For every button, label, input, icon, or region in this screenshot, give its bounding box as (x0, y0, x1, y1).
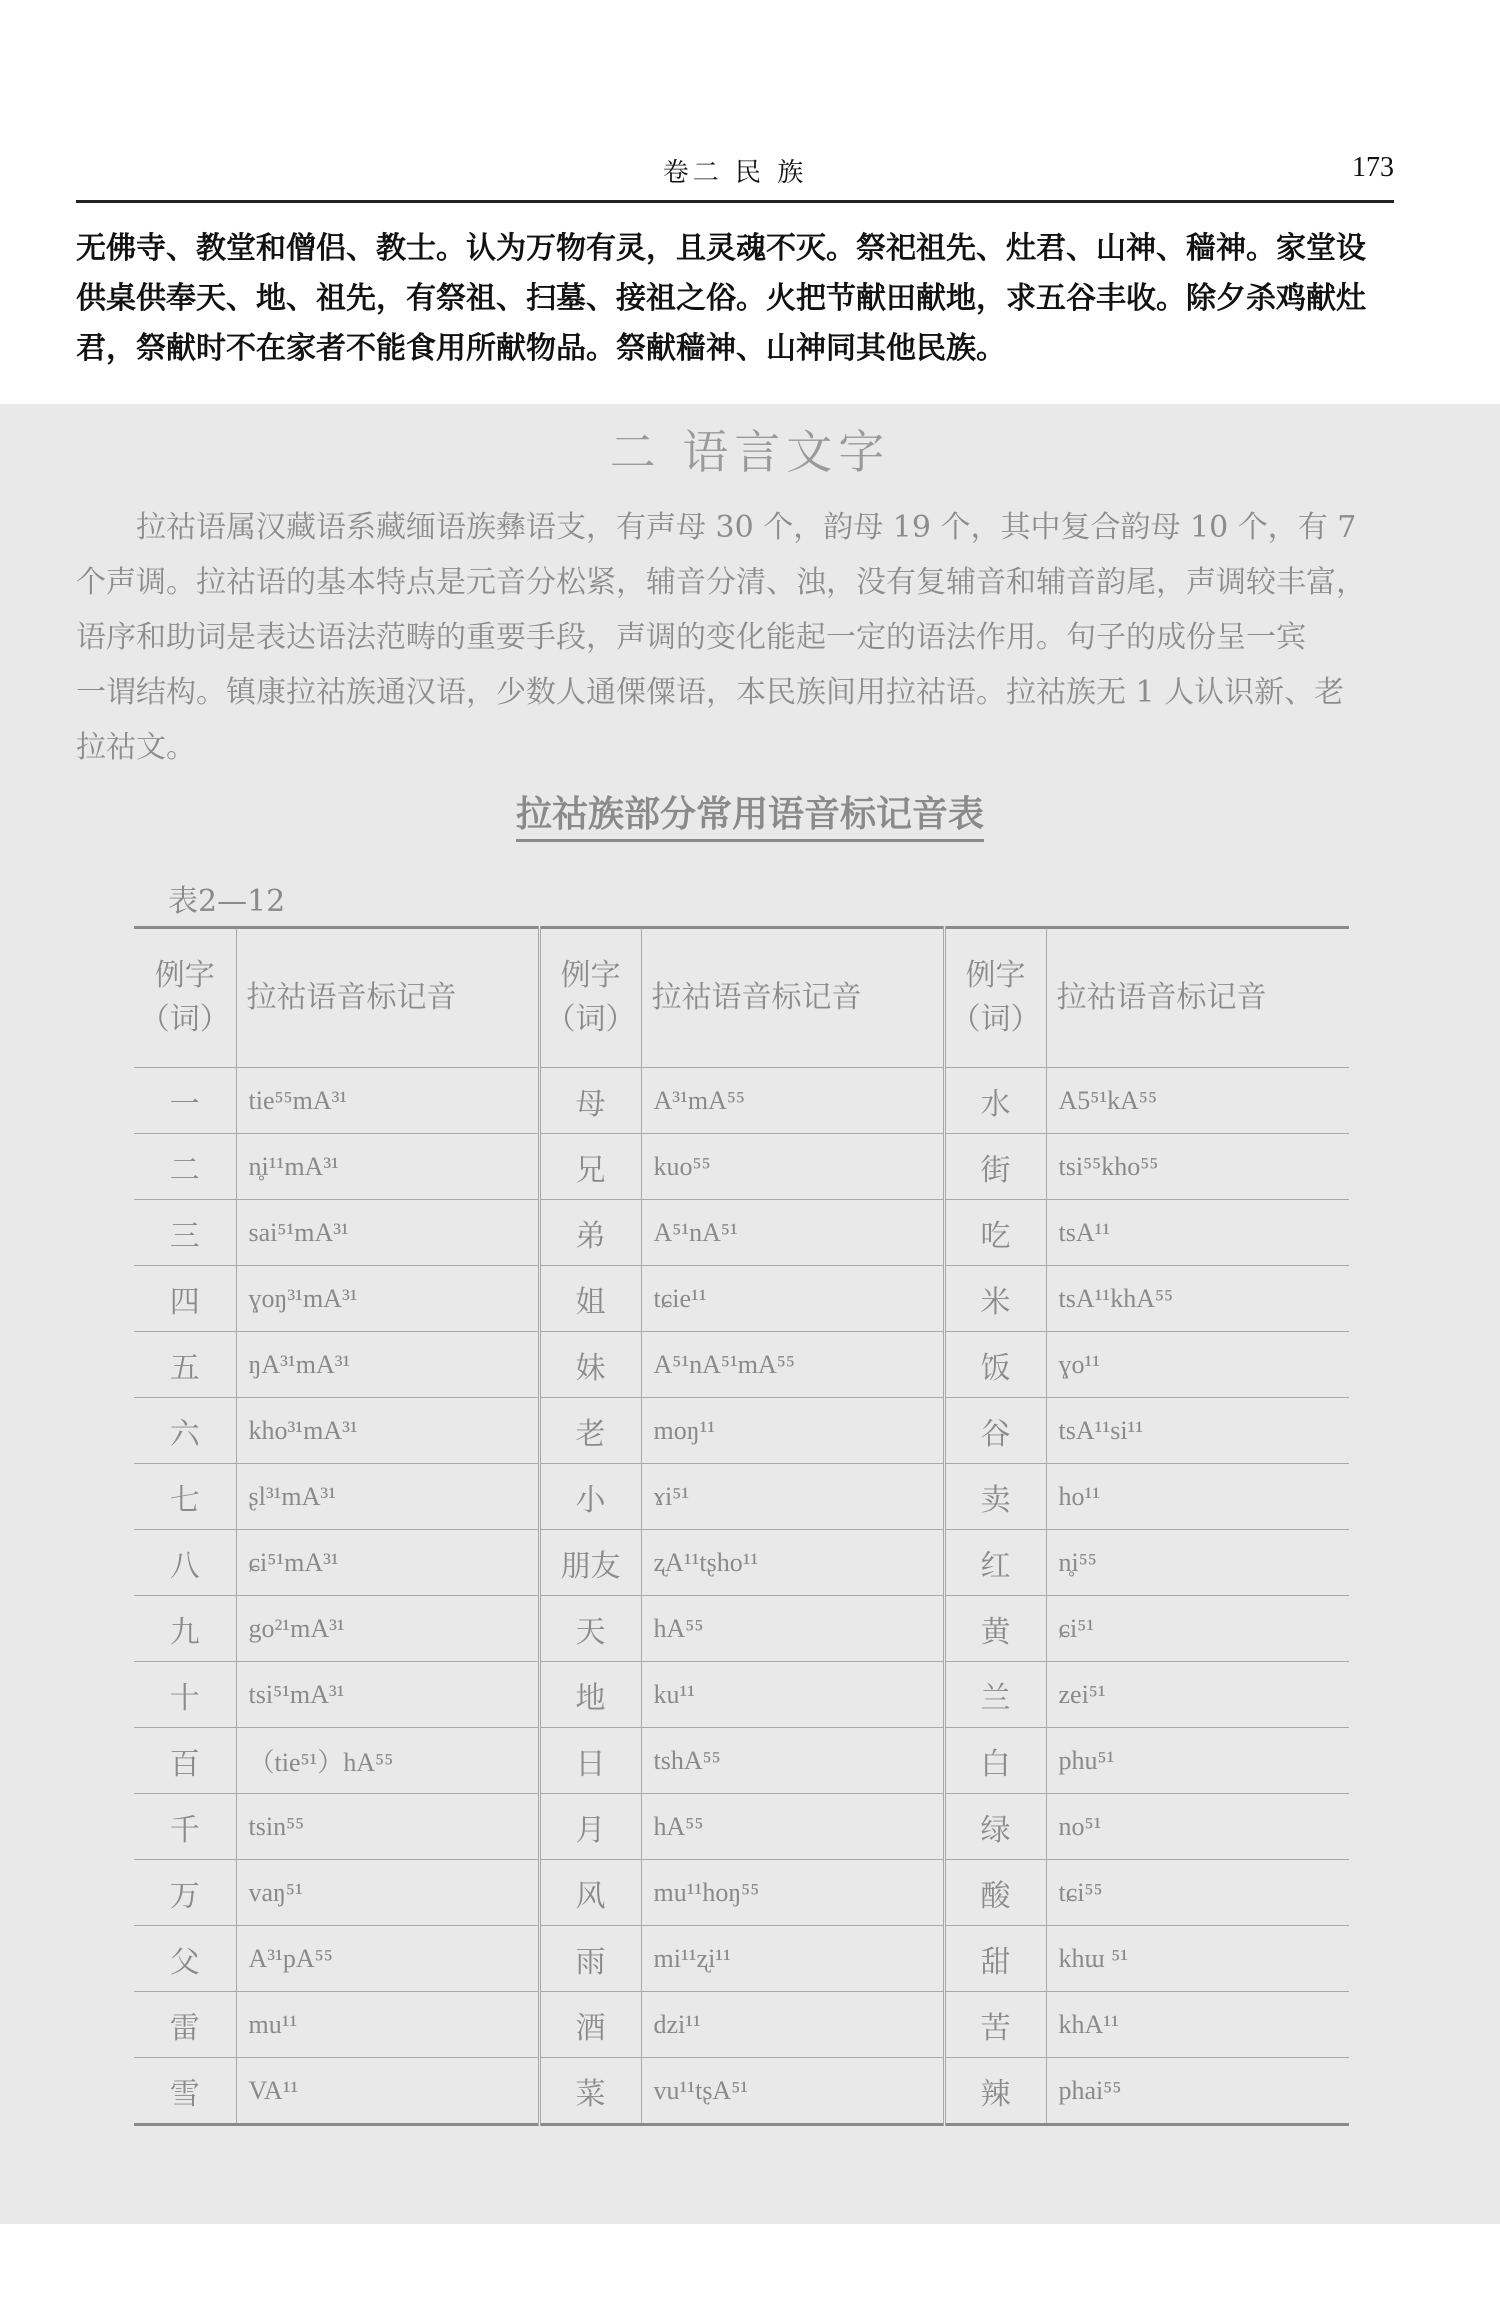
phonetic-cell: khA¹¹ (1046, 1992, 1349, 2058)
table-row (134, 1134, 1349, 1200)
word-cell: 酸 (944, 1860, 1046, 1926)
word-cell: 千 (134, 1794, 236, 1860)
phonetic-cell: kho³¹mA³¹ (236, 1398, 539, 1464)
word-cell: 姐 (539, 1266, 641, 1332)
table-row (134, 1464, 1349, 1530)
word-cell: 五 (134, 1332, 236, 1398)
word-cell: 九 (134, 1596, 236, 1662)
table-number: 表2—12 (168, 884, 286, 919)
phonetic-cell: vu¹¹tʂA⁵¹ (641, 2058, 944, 2125)
word-cell: 妹 (539, 1332, 641, 1398)
phonetic-cell: ɣoŋ³¹mA³¹ (236, 1266, 539, 1332)
word-cell: 朋友 (539, 1530, 641, 1596)
table-row (134, 1332, 1349, 1398)
phonetic-cell: ʂl³¹mA³¹ (236, 1464, 539, 1530)
running-header (76, 148, 1394, 203)
phonetic-cell: ku¹¹ (641, 1662, 944, 1728)
phonetic-cell: phai⁵⁵ (1046, 2058, 1349, 2125)
word-cell: 父 (134, 1926, 236, 1992)
paragraph-line: 拉祜语属汉藏语系藏缅语族彝语支，有声母 30 个，韵母 19 个，其中复合韵母 10 个，有 7 (136, 510, 1357, 545)
word-cell: 卖 (944, 1464, 1046, 1530)
word-cell: 地 (539, 1662, 641, 1728)
word-cell: 水 (944, 1068, 1046, 1134)
phonetic-cell: mu¹¹ (236, 1992, 539, 2058)
word-cell: 甜 (944, 1926, 1046, 1992)
header-phonetic: 拉祜语音标记音 (1046, 928, 1349, 1068)
phonetic-cell: tsA¹¹ (1046, 1200, 1349, 1266)
word-cell: 天 (539, 1596, 641, 1662)
phonetic-cell: vaŋ⁵¹ (236, 1860, 539, 1926)
word-cell: 红 (944, 1530, 1046, 1596)
word-cell: 三 (134, 1200, 236, 1266)
phonetic-cell: phu⁵¹ (1046, 1728, 1349, 1794)
table-row (134, 1926, 1349, 1992)
word-cell: 二 (134, 1134, 236, 1200)
word-cell: 八 (134, 1530, 236, 1596)
word-cell: 日 (539, 1728, 641, 1794)
phonetic-table (134, 926, 1349, 2126)
paragraph-line: 拉祜文。 (76, 730, 196, 765)
phonetic-cell: ho¹¹ (1046, 1464, 1349, 1530)
phonetic-cell: ɤi⁵¹ (641, 1464, 944, 1530)
phonetic-cell: hA⁵⁵ (641, 1596, 944, 1662)
word-cell: 兄 (539, 1134, 641, 1200)
paragraph-line: 一谓结构。镇康拉祜族通汉语，少数人通傈僳语，本民族间用拉祜语。拉祜族无 1 人认识新、老 (76, 675, 1345, 710)
paragraph-line: 语序和助词是表达语法范畴的重要手段，声调的变化能起一定的语法作用。句子的成份呈一宾 (76, 620, 1306, 655)
paragraph-line: 无佛寺、教堂和僧侣、教士。认为万物有灵，且灵魂不灭。祭祀祖先、灶君、山神、穑神。家堂设 (76, 231, 1366, 266)
word-cell: 白 (944, 1728, 1046, 1794)
phonetic-cell: tsA¹¹si¹¹ (1046, 1398, 1349, 1464)
phonetic-cell: n̥i⁵⁵ (1046, 1530, 1349, 1596)
header-phonetic: 拉祜语音标记音 (236, 928, 539, 1068)
table-row (134, 1266, 1349, 1332)
phonetic-cell: tsin⁵⁵ (236, 1794, 539, 1860)
word-cell: 弟 (539, 1200, 641, 1266)
section-title: 二 语言文字 (609, 425, 891, 479)
phonetic-cell: A³¹pA⁵⁵ (236, 1926, 539, 1992)
word-cell: 七 (134, 1464, 236, 1530)
word-cell: 苦 (944, 1992, 1046, 2058)
phonetic-cell: tsi⁵¹mA³¹ (236, 1662, 539, 1728)
table-header-row (134, 928, 1349, 1068)
table-row (134, 1794, 1349, 1860)
phonetic-cell: go²¹mA³¹ (236, 1596, 539, 1662)
word-cell: 小 (539, 1464, 641, 1530)
table-title-wrap (0, 786, 1500, 837)
header-title: 卷二 民 族 (662, 158, 808, 188)
table-row (134, 1992, 1349, 2058)
phonetic-cell: ŋA³¹mA³¹ (236, 1332, 539, 1398)
word-cell: 辣 (944, 2058, 1046, 2125)
word-cell: 酒 (539, 1992, 641, 2058)
phonetic-cell: no⁵¹ (1046, 1794, 1349, 1860)
phonetic-cell: tsA¹¹khA⁵⁵ (1046, 1266, 1349, 1332)
word-cell: 街 (944, 1134, 1046, 1200)
word-cell: 绿 (944, 1794, 1046, 1860)
phonetic-cell: A⁵¹nA⁵¹mA⁵⁵ (641, 1332, 944, 1398)
word-cell: 百 (134, 1728, 236, 1794)
phonetic-cell: tie⁵⁵mA³¹ (236, 1068, 539, 1134)
page-number: 173 (1352, 152, 1394, 183)
table-row (134, 1530, 1349, 1596)
word-cell: 老 (539, 1398, 641, 1464)
word-cell: 饭 (944, 1332, 1046, 1398)
word-cell: 雨 (539, 1926, 641, 1992)
top-paragraph (76, 224, 1426, 374)
phonetic-cell: tsi⁵⁵kho⁵⁵ (1046, 1134, 1349, 1200)
paragraph-line: 个声调。拉祜语的基本特点是元音分松紧，辅音分清、浊，没有复辅音和辅音韵尾，声调较丰富， (76, 565, 1366, 600)
header-phonetic: 拉祜语音标记音 (641, 928, 944, 1068)
phonetic-cell: ʐA¹¹tʂho¹¹ (641, 1530, 944, 1596)
phonetic-cell: tɕie¹¹ (641, 1266, 944, 1332)
phonetic-cell: A5⁵¹kA⁵⁵ (1046, 1068, 1349, 1134)
word-cell: 一 (134, 1068, 236, 1134)
phonetic-cell: zei⁵¹ (1046, 1662, 1349, 1728)
word-cell: 黄 (944, 1596, 1046, 1662)
paragraph-line: 供桌供奉天、地、祖先，有祭祖、扫墓、接祖之俗。火把节献田献地，求五谷丰收。除夕杀鸡献灶 (76, 281, 1366, 316)
phonetic-cell: VA¹¹ (236, 2058, 539, 2125)
phonetic-cell: ɕi⁵¹ (1046, 1596, 1349, 1662)
phonetic-cell: tshA⁵⁵ (641, 1728, 944, 1794)
phonetic-cell: （tie⁵¹）hA⁵⁵ (236, 1728, 539, 1794)
table-row (134, 1662, 1349, 1728)
word-cell: 雪 (134, 2058, 236, 2125)
table-title: 拉祜族部分常用语音标记音表 (516, 794, 984, 842)
phonetic-cell: A³¹mA⁵⁵ (641, 1068, 944, 1134)
word-cell: 六 (134, 1398, 236, 1464)
phonetic-cell: hA⁵⁵ (641, 1794, 944, 1860)
word-cell: 风 (539, 1860, 641, 1926)
phonetic-cell: mi¹¹ʐi¹¹ (641, 1926, 944, 1992)
word-cell: 谷 (944, 1398, 1046, 1464)
word-cell: 四 (134, 1266, 236, 1332)
table-row (134, 1200, 1349, 1266)
phonetic-cell: n̥i¹¹mA³¹ (236, 1134, 539, 1200)
table-body (134, 1068, 1349, 2125)
table-row (134, 1596, 1349, 1662)
table-row (134, 1398, 1349, 1464)
table-row (134, 1860, 1349, 1926)
word-cell: 十 (134, 1662, 236, 1728)
phonetic-cell: kuo⁵⁵ (641, 1134, 944, 1200)
word-cell: 米 (944, 1266, 1046, 1332)
word-cell: 月 (539, 1794, 641, 1860)
phonetic-cell: A⁵¹nA⁵¹ (641, 1200, 944, 1266)
phonetic-cell: mu¹¹hoŋ⁵⁵ (641, 1860, 944, 1926)
word-cell: 兰 (944, 1662, 1046, 1728)
word-cell: 母 (539, 1068, 641, 1134)
phonetic-cell: tɕi⁵⁵ (1046, 1860, 1349, 1926)
word-cell: 菜 (539, 2058, 641, 2125)
table-row (134, 1068, 1349, 1134)
word-cell: 万 (134, 1860, 236, 1926)
table-row (134, 1728, 1349, 1794)
word-cell: 雷 (134, 1992, 236, 2058)
phonetic-cell: sai⁵¹mA³¹ (236, 1200, 539, 1266)
phonetic-cell: ɕi⁵¹mA³¹ (236, 1530, 539, 1596)
header-word: 例字 （词） (539, 928, 641, 1068)
phonetic-cell: moŋ¹¹ (641, 1398, 944, 1464)
phonetic-cell: ɣo¹¹ (1046, 1332, 1349, 1398)
header-word: 例字 （词） (134, 928, 236, 1068)
section-paragraph (76, 500, 1426, 775)
phonetic-cell: khɯ ⁵¹ (1046, 1926, 1349, 1992)
paragraph-line: 君，祭献时不在家者不能食用所献物品。祭献穑神、山神同其他民族。 (76, 331, 1006, 366)
table-row (134, 2058, 1349, 2125)
phonetic-cell: dzi¹¹ (641, 1992, 944, 2058)
header-word: 例字 （词） (944, 928, 1046, 1068)
word-cell: 吃 (944, 1200, 1046, 1266)
